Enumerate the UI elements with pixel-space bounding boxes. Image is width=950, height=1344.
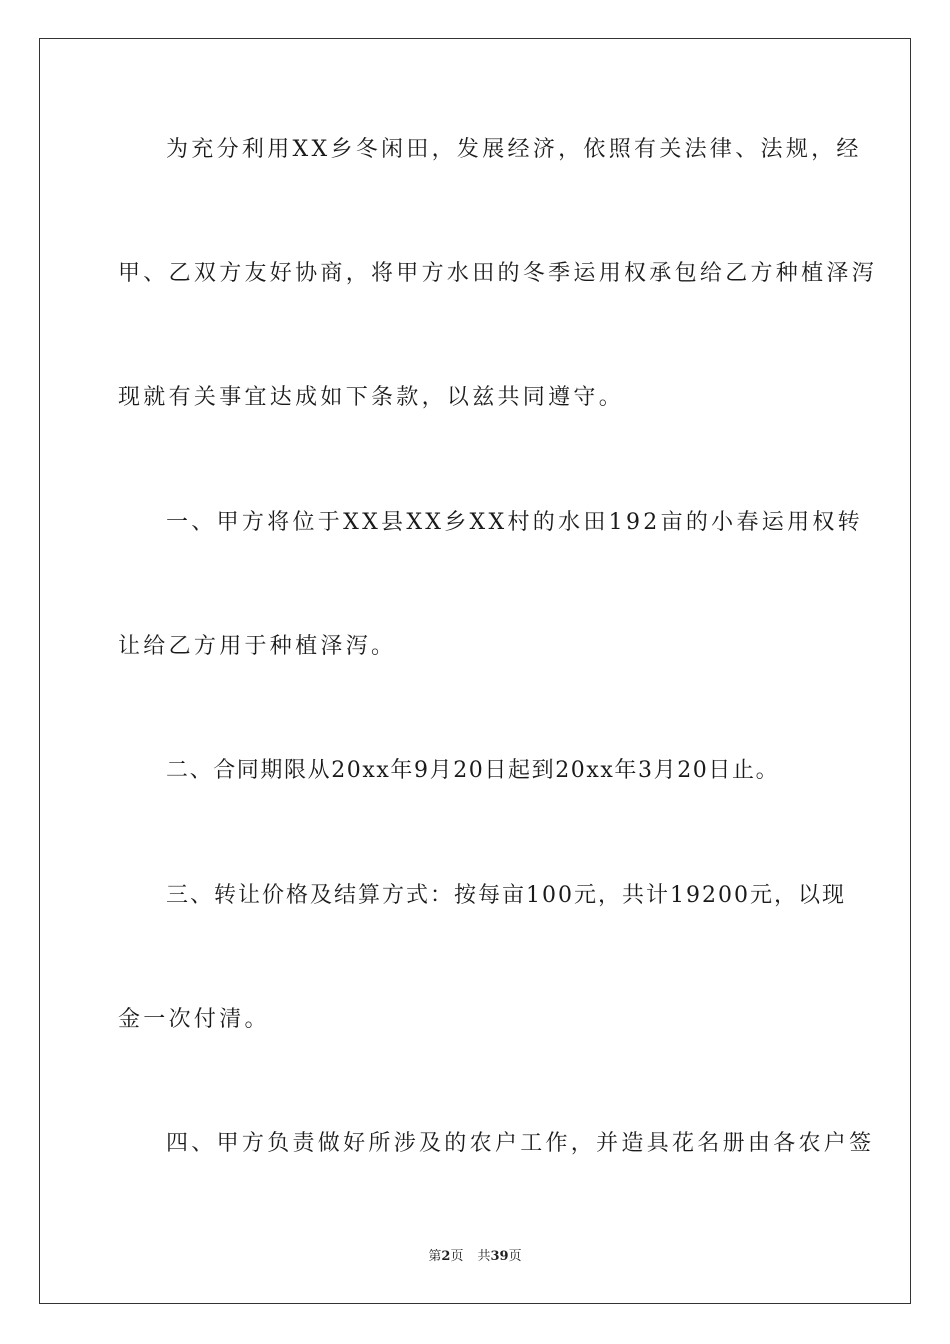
paragraph-intro-line-2: 甲、乙双方友好协商，将甲方水田的冬季运用权承包给乙方种植泽泻 bbox=[118, 261, 878, 286]
footer-total-suffix: 页 bbox=[508, 1249, 522, 1264]
clause-4-line-1: 四、甲方负责做好所涉及的农户工作，并造具花名册由各农户签 bbox=[166, 1131, 875, 1156]
clause-3-line-1: 三、转让价格及结算方式：按每亩100元，共计19200元，以现 bbox=[166, 883, 846, 908]
footer-page-number: 2 bbox=[441, 1249, 451, 1264]
clause-1-line-1: 一、甲方将位于XX县XX乡XX村的水田192亩的小春运用权转 bbox=[166, 510, 863, 535]
clause-1-line-2: 让给乙方用于种植泽泻。 bbox=[118, 634, 397, 659]
clause-3-line-2: 金一次付清。 bbox=[118, 1007, 270, 1032]
clause-2-line-1: 二、合同期限从20xx年9月20日起到20xx年3月20日止。 bbox=[166, 758, 780, 783]
paragraph-intro-line-1: 为充分利用XX乡冬闲田，发展经济，依照有关法律、法规，经 bbox=[166, 137, 862, 162]
footer-page-prefix: 第 bbox=[428, 1249, 442, 1264]
footer-total-prefix: 共 bbox=[477, 1249, 491, 1264]
page-footer bbox=[0, 1248, 950, 1266]
page-border bbox=[39, 38, 911, 1304]
footer-total-pages: 39 bbox=[490, 1249, 509, 1264]
footer-page-suffix: 页 bbox=[450, 1249, 464, 1264]
paragraph-intro-line-3: 现就有关事宜达成如下条款，以兹共同遵守。 bbox=[118, 385, 625, 410]
